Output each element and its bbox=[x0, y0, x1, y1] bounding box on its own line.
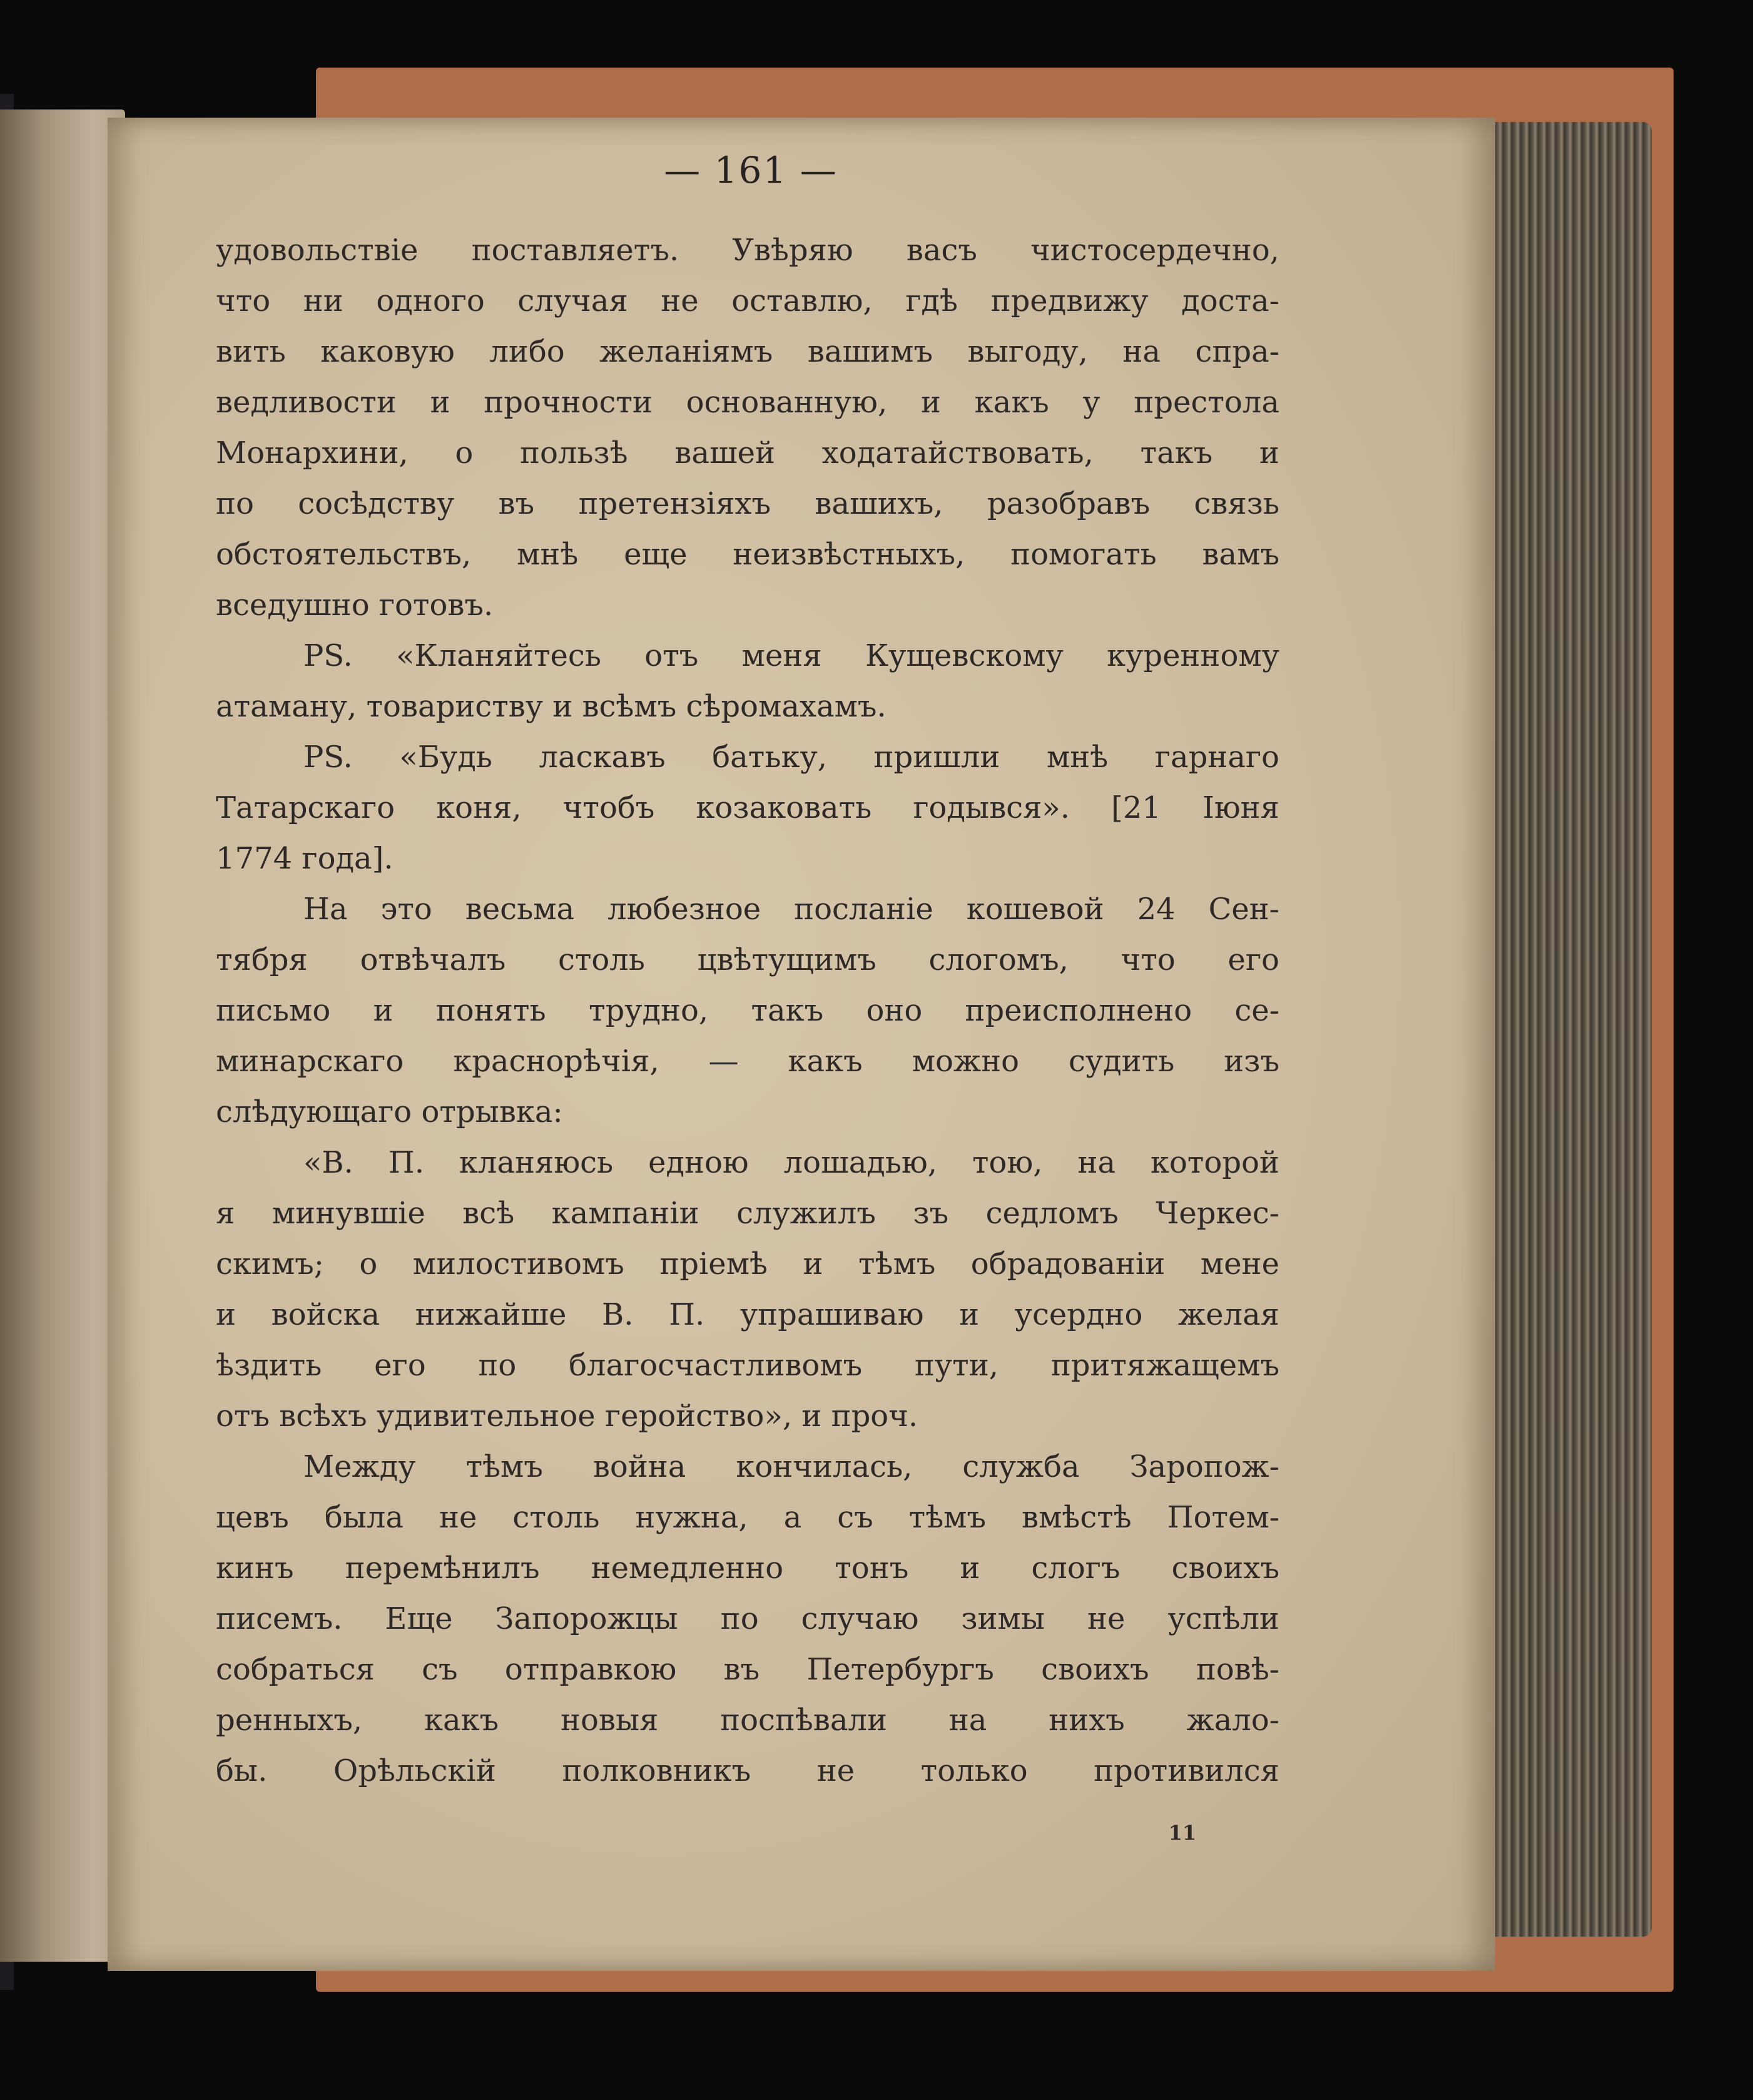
text-line: ведливости и прочности основанную, и какъ у престола bbox=[216, 385, 1279, 420]
text-line: что ни одного случая не оставлю, гдѣ предвижу доста- bbox=[216, 283, 1279, 319]
text-line: PS. «Кланяйтесь отъ меня Кущевскому куренному bbox=[303, 638, 1279, 673]
text-line: ренныхъ, какъ новыя поспѣвали на нихъ жало- bbox=[216, 1703, 1279, 1738]
text-line: «В. П. кланяюсь едною лошадью, тою, на которой bbox=[303, 1145, 1279, 1180]
text-line: атаману, товариству и всѣмъ сѣромахамъ. bbox=[216, 689, 887, 724]
text-line: слѣдующаго отрывка: bbox=[216, 1094, 563, 1129]
text-line: кинъ перемѣнилъ немедленно тонъ и слогъ своихъ bbox=[216, 1551, 1279, 1586]
page-edges bbox=[1476, 122, 1652, 1937]
text-line: писемъ. Еще Запорожцы по случаю зимы не успѣли bbox=[216, 1601, 1279, 1636]
page-number: — 161 — bbox=[664, 149, 838, 191]
text-line: удовольствіе поставляетъ. Увѣряю васъ чистосердечно, bbox=[216, 233, 1279, 268]
text-line: и войска нижайше В. П. упрашиваю и усердно желая bbox=[216, 1297, 1279, 1332]
text-line: вседушно готовъ. bbox=[216, 588, 494, 623]
text-line: я минувшіе всѣ кампаніи служилъ зъ седломъ Черкес- bbox=[216, 1196, 1279, 1231]
text-line: скимъ; о милостивомъ пріемѣ и тѣмъ обрадованіи мене bbox=[216, 1246, 1279, 1282]
text-line: ѣздить его по благосчастливомъ пути, притяжащемъ bbox=[216, 1348, 1279, 1383]
facing-page bbox=[0, 110, 125, 1962]
text-line: Татарскаго коня, чтобъ козаковать годывся». [21 Іюня bbox=[216, 790, 1279, 825]
text-line: На это весьма любезное посланіе кошевой 24 Сен- bbox=[303, 892, 1279, 927]
text-line: Между тѣмъ война кончилась, служба Заропож- bbox=[303, 1449, 1279, 1484]
text-line: 1774 года]. bbox=[216, 841, 394, 876]
text-line: собраться съ отправкою въ Петербургъ своихъ повѣ- bbox=[216, 1652, 1279, 1687]
text-line: цевъ была не столь нужна, а съ тѣмъ вмѣстѣ Потем- bbox=[216, 1500, 1279, 1535]
text-line: PS. «Будь ласкавъ батьку, пришли мнѣ гарнаго bbox=[303, 740, 1279, 775]
text-line: вить каковую либо желаніямъ вашимъ выгоду, на спра- bbox=[216, 334, 1279, 369]
text-line: Монархини, о пользѣ вашей ходатайствовать, такъ и bbox=[216, 436, 1279, 471]
text-line: бы. Орѣльскій полковникъ не только противился bbox=[216, 1753, 1279, 1788]
text-line: обстоятельствъ, мнѣ еще неизвѣстныхъ, помогать вамъ bbox=[216, 537, 1279, 572]
signature-mark: 11 bbox=[1168, 1821, 1197, 1845]
text-line: по сосѣдству въ претензіяхъ вашихъ, разобравъ связь bbox=[216, 486, 1279, 521]
text-line: тября отвѣчалъ столь цвѣтущимъ слогомъ, что его bbox=[216, 942, 1279, 977]
text-line: письмо и понять трудно, такъ оно преисполнено се- bbox=[216, 993, 1279, 1028]
page-text bbox=[216, 225, 1279, 1797]
text-line: минарскаго краснорѣчія, — какъ можно судить изъ bbox=[216, 1044, 1279, 1079]
text-line: отъ всѣхъ удивительное геройство», и проч. bbox=[216, 1399, 918, 1434]
